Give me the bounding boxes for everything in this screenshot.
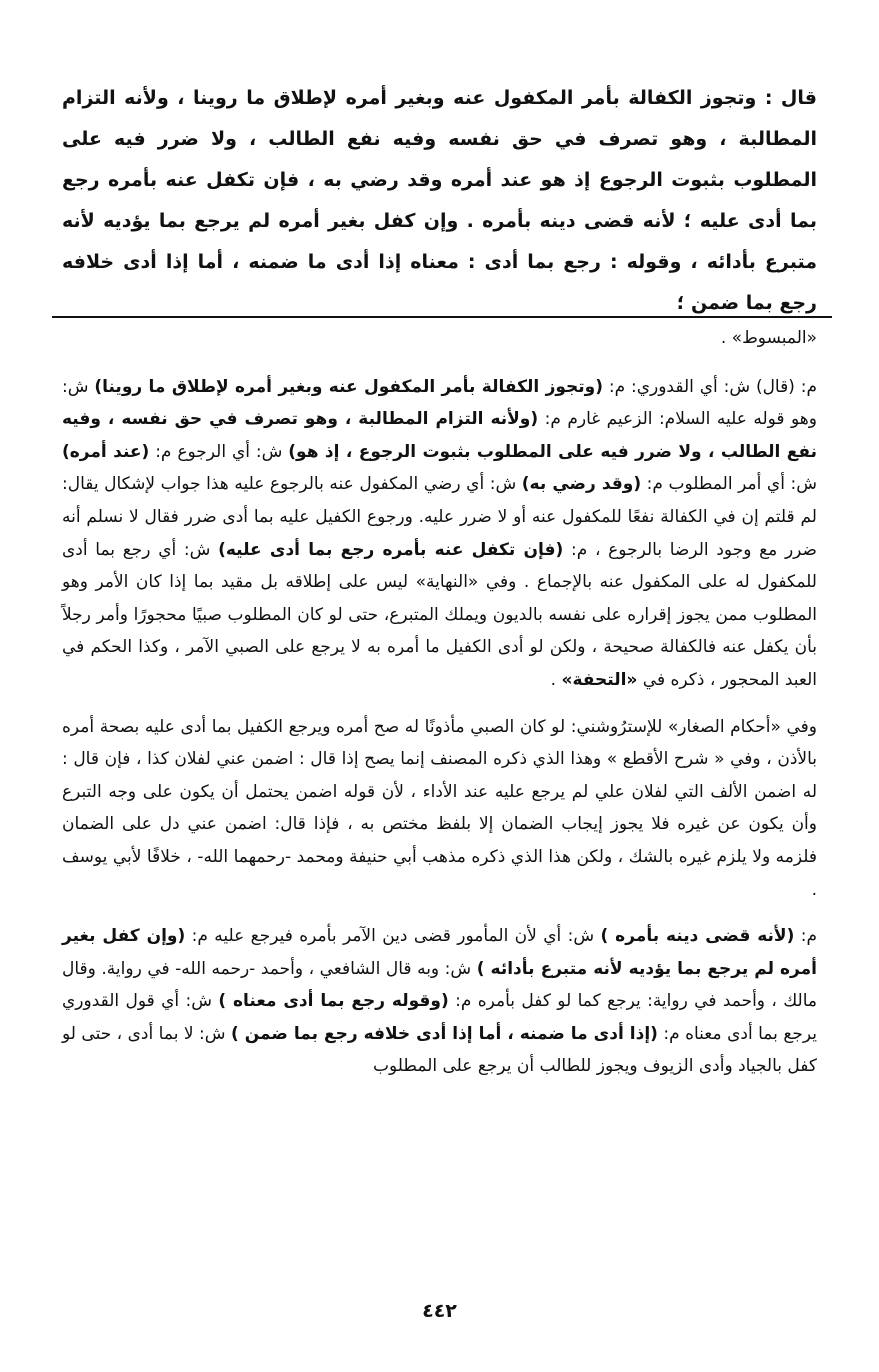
plain-text: ش: لا بما أدى ، حتى لو كفل بالجياد وأدى الزيوف ويجوز للطالب أن يرجع على المطلوب: [62, 1023, 817, 1077]
reference-line: «المبسوط» .: [720, 328, 817, 348]
plain-text: ش: أي رضي المكفول عنه بالرجوع عليه هذا جواب لإشكال يقال: لم قلتم إن في الكفالة نفعًا للمكفول عنه أو لا ضرر عليه. ورجوع الكفيل عليه بما أدى ضرر فقال لا نسلم أنه ضرر مع وجود الرضا بالرجوع ، م:: [62, 474, 817, 560]
footnote-divider: [52, 316, 832, 318]
commentary-paragraph-1: [62, 371, 817, 697]
bold-quote: (ولأنه التزام المطالبة ، وهو تصرف في حق نفسه ، وفيه نفع الطالب ، ولا ضرر فيه على المطلوب بثبوت الرجوع ، إذ هو): [62, 409, 818, 462]
main-text-matn: قال : وتجوز الكفالة بأمر المكفول عنه وبغير أمره لإطلاق ما روينا ، ولأنه التزام المطالبة ، وهو تصرف في حق نفسه وفيه نفع الطالب ، ولا ضرر فيه على المطلوب بثبوت الرجوع إذ هو عند أمره وقد رضي به ، فإن تكفل عنه بأمره رجع بما أدى عليه ؛ لأنه قضى دينه بأمره . وإن كفل بغير أمره لم يرجع بما يؤديه لأنه متبرع بأدائه ، وقوله : رجع بما أدى : معناه إذا أدى ما ضمنه ، أما إذا أدى خلافه رجع بما ضمن ؛: [62, 87, 817, 314]
plain-text: م: (قال) ش: أي القدوري: م:: [602, 376, 817, 397]
plain-text: م:: [794, 926, 817, 947]
bold-quote: (إذا أدى ما ضمنه ، أما إذا أدى خلافه رجع بما ضمن ): [230, 1023, 658, 1044]
commentary-paragraph-3: [62, 920, 817, 1083]
bold-quote: (عند أمره): [62, 441, 150, 462]
bold-quote: (فإن تكفل عنه بأمره رجع بما أدى عليه): [218, 539, 564, 560]
bold-quote: (لأنه قضى دينه بأمره ): [600, 926, 795, 947]
page-number: ٤٤٢: [422, 1300, 457, 1322]
plain-text: ش: وهو قوله عليه السلام: الزعيم غارم م:: [62, 376, 817, 430]
plain-text: ش: وبه قال الشافعي ، وأحمد -رحمه الله- في رواية. وقال مالك ، وأحمد في رواية: يرجع كما لو كفل بأمره م:: [62, 958, 817, 1012]
bold-quote: (وقد رضي به): [521, 474, 642, 495]
plain-text: ش: أي لأن المأمور قضى دين الآمر بأمره فيرجع عليه م:: [185, 926, 601, 947]
commentary-section: [62, 322, 817, 1083]
plain-text: ش: أي رجع بما أدى للمكفول له على المكفول عنه بالإجماع . وفي «النهاية» ليس على إطلاقه بل مقيد بما إذا كان الأمر وهو المطلوب ممن يجوز إقراره على نفسه بالديون ويملك المتبرع، حتى لو كان المطلوب صبيًا محجورًا وأمر رجلاً بأن يكفل عنه فالكفالة صحيحة ، ولكن لو أدى الكفيل ما أمره به لا يرجع على الصبي الآمر ، وكذا الحكم في العبد المحجور ، ذكره في: [62, 539, 817, 690]
commentary-paragraph-2: وفي «أحكام الصغار» للإسترُوشني: لو كان الصبي مأذونًا له صح أمره ويرجع الكفيل بما أدى عليه بصحة أمره بالأذن ، وفي « شرح الأقطع » وهذا الذي ذكره المصنف إنما يصح إذا قال : اضمن عني لفلان كذا ، فإن قال : له اضمن الألف التي لفلان علي لم يرجع عليه عند الأداء ، لأن قوله اضمن يحتمل أن يكون على وجه التبرع وأن يكون عن غيره فلا يجوز إيجاب الضمان إلا بلفظ مختص به ، فإذا قال: اضمن عني دل على الضمان فلزمه ولا يلزم غيره بالشك ، ولكن هذا الذي ذكره مذهب أبي حنيفة ومحمد -رحمهما الله- ، خلافًا لأبي يوسف .: [62, 716, 817, 900]
bold-quote: (وإن كفل بغير أمره لم يرجع بما يؤديه لأنه متبرع بأدائه ): [62, 926, 817, 979]
bold-quote: (وقوله رجع بما أدى معناه ): [218, 991, 449, 1012]
bold-quote: (وتجوز الكفالة بأمر المكفول عنه وبغير أمره لإطلاق ما روينا): [94, 376, 603, 397]
plain-text: .: [550, 669, 562, 690]
plain-text: ش: أي أمر المطلوب م:: [641, 474, 817, 495]
plain-text: ش: أي الرجوع م:: [149, 441, 289, 462]
bold-quote: «التحفة»: [561, 669, 638, 690]
plain-text: ش: أي قول القدوري يرجع بما أدى معناه م:: [62, 991, 817, 1044]
